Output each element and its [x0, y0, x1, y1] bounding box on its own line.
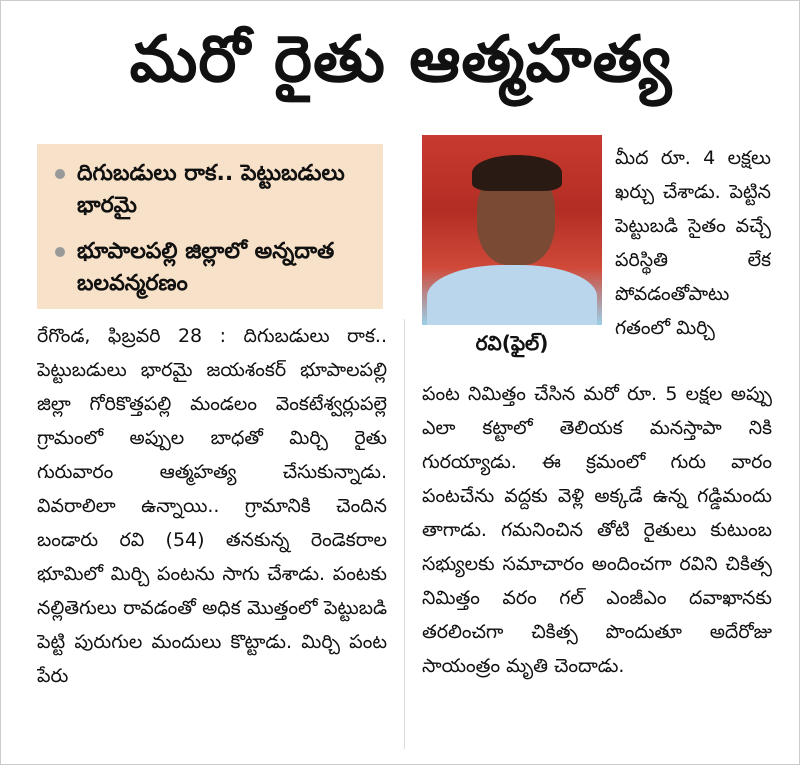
highlight-item — [55, 158, 373, 222]
highlight-text: భూపాలపల్లి జిల్లాలో అన్నదాత బలవన్మరణం — [77, 239, 335, 296]
highlight-text: దిగుబడులు రాక.. పెట్టుబడులు భారమై — [77, 161, 345, 218]
bullet-icon — [55, 247, 65, 257]
column-divider — [404, 319, 405, 749]
farmer-photo — [422, 135, 602, 325]
photo-hair — [472, 155, 562, 191]
article-body-right-bottom: పంట నిమిత్తం చేసిన మరో రూ. 5 లక్షల అప్పు ఎలా కట్టాలో తెలియక మనస్తాపా నికి గురయ్యాడు. ఈ క్రమంలో గురు వారం పంటచేను వద్దకు వెళ్లి అక్కడే ఉన్న గడ్డిమందు తాగాడు. గమనించిన తోటి రైతులు కుటుంబ సభ్యులకు సమాచారం అందించగా రవిని చికిత్స నిమిత్తం వరం గల్ ఎంజీఎం దవాఖానకు తరలించగా చికిత్స పొందుతూ అదేరోజు సాయంత్రం మృతి చెందాడు. — [422, 383, 772, 677]
highlight-item — [55, 236, 373, 300]
bullet-icon — [55, 169, 65, 179]
article-body-right-top: మీద రూ. 4 లక్షలు ఖర్చు చేశాడు. పెట్టిన పెట్టుబడి సైతం వచ్చే పరిస్థితి లేక పోవడంతోపాటు గతంలో మిర్చి — [615, 147, 771, 339]
highlights-box — [37, 144, 383, 309]
article-body-left: రేగొండ, ఫిబ్రవరి 28 : దిగుబడులు రాక.. పెట్టుబడులు భారమై జయశంకర్ భూపాలపల్లి జిల్లా గోరికొత్తపల్లి మండలం వెంకటేశ్వర్లుపల్లె గ్రామంలో అప్పుల బాధతో మిర్చి రైతు గురువారం ఆత్మహత్య చేసుకున్నాడు. వివరాలిలా ఉన్నాయి.. గ్రామానికి చెందిన బండారు రవి (54) తనకున్న రెండెకరాల భూమిలో మిర్చి పంటను సాగు చేశాడు. పంటకు నల్లితెగులు రావడంతో అధిక మొత్తంలో పెట్టుబడి పెట్టి పురుగుల మందులు కొట్టాడు. మిర్చి పంట పేరు — [37, 325, 387, 687]
photo-caption: రవి(ఫైల్) — [475, 331, 549, 355]
headline: మరో రైతు ఆత్మహత్య — [129, 23, 673, 97]
photo-shirt — [427, 265, 597, 325]
